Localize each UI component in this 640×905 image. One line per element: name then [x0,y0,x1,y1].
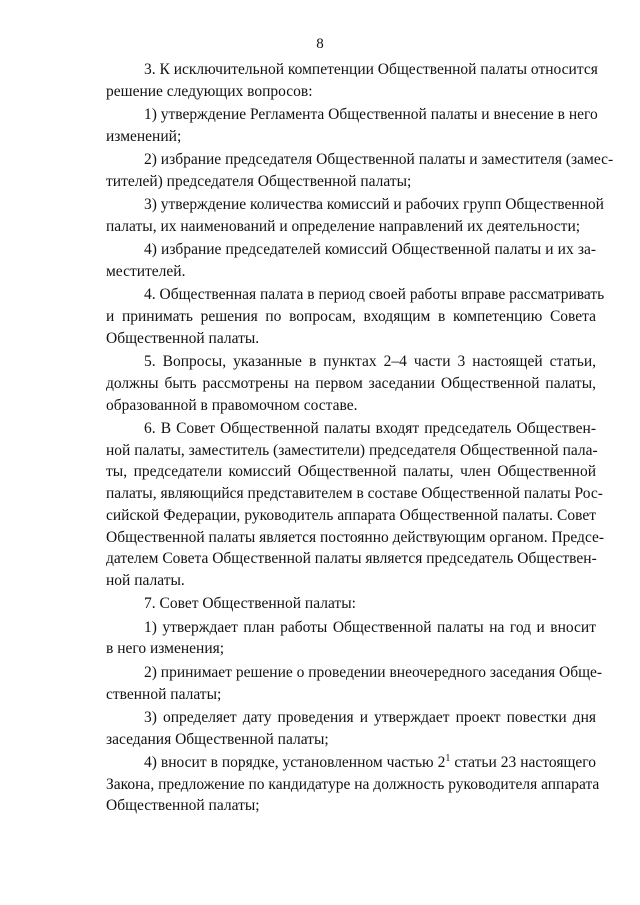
text-line: Закона, предложение по кандидатуре на должность руководителя аппарата [106,775,600,793]
text-line: ной палаты, заместитель (заместители) председателя Общественной пала- [106,441,598,459]
text-line: 2) принимает решение о проведении внеочередного заседания Обще- [144,663,603,681]
text-line: сийской Федерации, руководитель аппарата Общественной палаты. Совет [106,506,596,524]
text-line: 3) утверждение количества комиссий и рабочих групп Общественной [144,196,604,214]
text-line: местителей. [106,263,186,281]
list-item-3-2 [106,149,614,192]
text-line: 4. Общественная палата в период своей работы вправе рассматривать [144,286,605,304]
list-item-7-1 [106,617,596,660]
paragraph-5 [106,351,596,416]
text-fragment: статьи 23 настоящего [450,754,597,772]
list-item-3-1 [106,104,596,147]
list-item-7-4 [106,752,600,817]
text-line [106,752,596,774]
paragraph-4 [106,284,605,349]
list-item-3-3 [106,194,604,237]
text-line: 3) определяет дату проведения и утверждает проект повестки дня [144,708,596,726]
text-line: Общественной палаты является постоянно действующим органом. Предсе- [106,528,605,546]
text-line: тителей) председателя Общественной палаты; [106,172,412,190]
text-line: палаты, являющийся представителем в составе Общественной палаты Рос- [106,485,603,503]
text-line: Общественной палаты; [106,797,260,815]
text-line: дателем Совета Общественной палаты является председатель Обществен- [106,550,597,568]
list-item-7-3 [106,707,596,750]
text-fragment: 4) вносит в порядке, установленном частью 2 [144,754,446,772]
text-line: 4) избрание председателей комиссий Общественной палаты и их за- [144,241,596,259]
list-item-7-2 [106,662,603,705]
paragraph-6 [106,418,605,592]
text-line: ты, председатели комиссий Общественной палаты, член Общественной [106,463,596,481]
text-line: 1) утверждение Регламента Общественной палаты и внесение в него [144,106,598,124]
text-line: палаты, их наименований и определение направлений их деятельности; [106,217,581,235]
text-line: 5. Вопросы, указанные в пунктах 2–4 части 3 настоящей статьи, [144,353,596,371]
text-line: изменений; [106,127,182,145]
text-line: должны быть рассмотрены на первом заседании Общественной палаты, [106,374,596,392]
page-number: 8 [316,36,324,52]
body-text [106,59,614,819]
text-line: 6. В Совет Общественной палаты входят председатель Обществен- [144,420,596,438]
text-line: 2) избрание председателя Общественной палаты и заместителя (замес- [144,151,614,169]
text-line: ственной палаты; [106,685,222,703]
text-line: заседания Общественной палаты; [106,730,329,748]
text-line: 1) утверждает план работы Общественной палаты на год и вносит [144,618,596,636]
text-line: ной палаты. [106,571,185,589]
superscript: 1 [445,753,451,765]
text-line: образованной в правомочном составе. [106,396,358,414]
text-line: в него изменения; [106,640,225,658]
text-line: решение следующих вопросов: [106,82,313,100]
list-item-3-4 [106,239,596,282]
text-line: Общественной палаты. [106,329,260,347]
text-line: 3. К исключительной компетенции Общественной палаты относится [144,61,598,78]
text-line: 7. Совет Общественной палаты: [144,595,356,613]
paragraph-7 [106,593,596,615]
text-line: и принимать решения по вопросам, входящим в компетенцию Совета [106,308,596,326]
paragraph-3 [106,59,596,102]
